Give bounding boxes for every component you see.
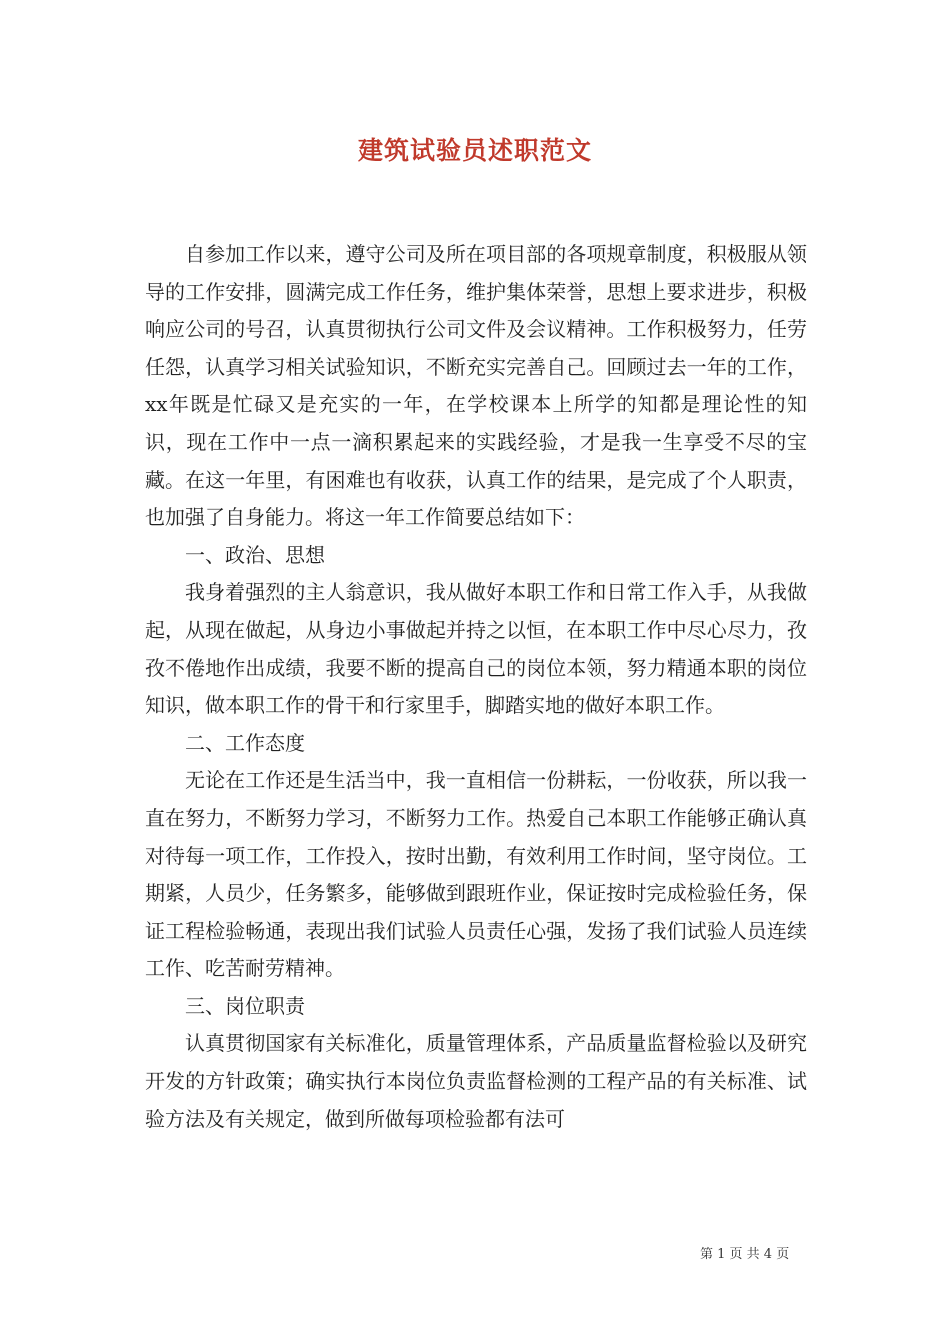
paragraph-intro: 自参加工作以来，遵守公司及所在项目部的各项规章制度，积极服从领导的工作安排，圆满完成工作任务，维护集体荣誉，思想上要求进步，积极响应公司的号召，认真贯彻执行公司文件及会议精神。工作积极努力，任劳任怨，认真学习相关试验知识，不断充实完善自己。回顾过去一年的工作，xx年既是忙碌又是充实的一年，在学校课本上所学的知都是理论性的知识，现在工作中一点一滴积累起来的实践经验，才是我一生享受不尽的宝藏。在这一年里，有困难也有收获，认真工作的结果，是完成了个人职责，也加强了自身能力。将这一年工作简要总结如下： xyxy=(145,242,807,530)
paragraph-duties: 认真贯彻国家有关标准化，质量管理体系，产品质量监督检验以及研究开发的方针政策；确实执行本岗位负责监督检测的工程产品的有关标准、试验方法及有关规定，做到所做每项检验都有法可 xyxy=(145,1031,807,1131)
paragraph-politics: 我身着强烈的主人翁意识，我从做好本职工作和日常工作入手，从我做起，从现在做起，从身边小事做起并持之以恒，在本职工作中尽心尽力，孜孜不倦地作出成绩，我要不断的提高自己的岗位本领，努力精通本职的岗位知识，做本职工作的骨干和行家里手，脚踏实地的做好本职工作。 xyxy=(145,580,807,718)
section-heading-attitude: 二、工作态度 xyxy=(185,730,305,755)
paragraph-attitude: 无论在工作还是生活当中，我一直相信一份耕耘，一份收获，所以我一直在努力，不断努力学习，不断努力工作。热爱自己本职工作能够正确认真对待每一项工作，工作投入，按时出勤，有效利用工作时间，坚守岗位。工期紧，人员少，任务繁多，能够做到跟班作业，保证按时完成检验任务，保证工程检验畅通，表现出我们试验人员责任心强，发扬了我们试验人员连续工作、吃苦耐劳精神。 xyxy=(145,768,807,981)
document-title: 建筑试验员述职范文 xyxy=(357,136,592,165)
section-heading-politics: 一、政治、思想 xyxy=(185,542,325,567)
document-body xyxy=(145,236,807,1138)
section-heading-duties: 三、岗位职责 xyxy=(185,993,305,1018)
page-number: 第 1 页 共 4 页 xyxy=(700,1247,790,1262)
